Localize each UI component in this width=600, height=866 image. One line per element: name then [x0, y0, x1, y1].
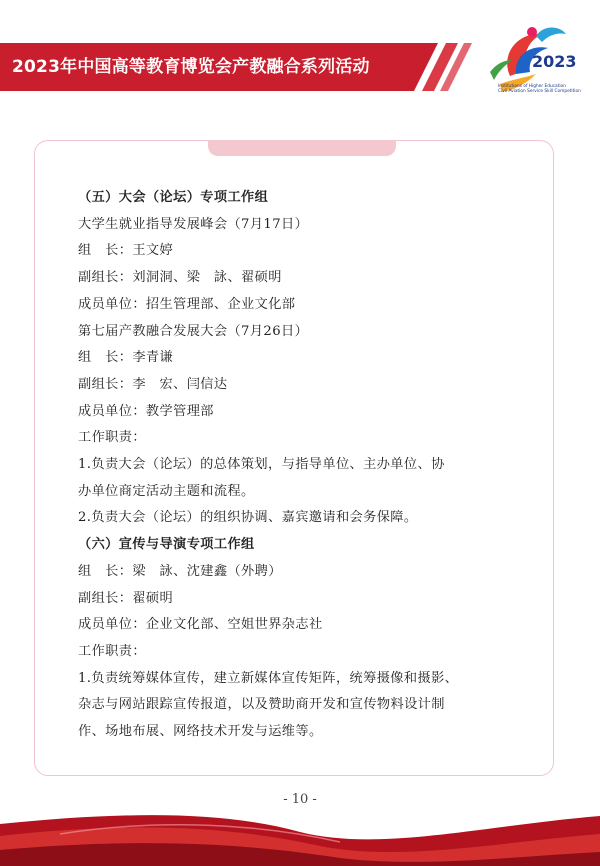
body-line: 组 长：李青谦	[78, 350, 174, 366]
logo-year: 2023	[532, 52, 577, 71]
body-line: 组 长：梁 詠、沈建鑫（外聘）	[78, 563, 282, 579]
document-body	[78, 185, 518, 746]
body-line: 1.负责统筹媒体宣传，建立新媒体宣传矩阵，统筹摄像和摄影、	[78, 670, 459, 686]
body-line: 副组长：翟硕明	[78, 590, 174, 606]
logo-subtitle	[498, 84, 598, 94]
body-line: 2.负责大会（论坛）的组织协调、嘉宾邀请和会务保障。	[78, 510, 418, 526]
body-line: 组 长：王文婷	[78, 243, 174, 259]
body-line: 成员单位：企业文化部、空姐世界杂志社	[78, 617, 323, 633]
body-line: 作、场地布展、网络技术开发与运维等。	[78, 724, 323, 740]
body-line: 副组长：刘洞洞、梁 詠、翟硕明	[78, 270, 282, 286]
section-heading: （五）大会（论坛）专项工作组	[78, 190, 269, 205]
page-title: 2023年中国高等教育博览会产教融合系列活动	[12, 57, 370, 77]
body-line: 成员单位：招生管理部、企业文化部	[78, 296, 296, 312]
body-line: 成员单位：教学管理部	[78, 403, 214, 419]
logo-subtitle-line: Institutions of Higher Education	[498, 84, 566, 89]
body-line: 工作职责：	[78, 643, 146, 659]
page-number: - 10 -	[283, 792, 317, 807]
body-line: 大学生就业指导发展峰会（7月17日）	[78, 216, 309, 232]
footer-wave-decoration	[0, 806, 600, 866]
body-line: 工作职责：	[78, 430, 146, 446]
body-line: 副组长：李 宏、闫信达	[78, 376, 228, 392]
section-heading: （六）宣传与导演专项工作组	[78, 537, 255, 553]
body-line: 办单位商定活动主题和流程。	[78, 483, 255, 499]
card-tab-decoration	[208, 140, 396, 156]
body-line: 1.负责大会（论坛）的总体策划，与指导单位、主办单位、协	[78, 457, 445, 473]
body-line: 杂志与网站跟踪宣传报道，以及赞助商开发和宣传物料设计制	[78, 697, 445, 713]
logo-subtitle-line: Civil Aviation Service Skill Competition	[498, 89, 581, 94]
body-line: 第七届产教融合发展大会（7月26日）	[78, 323, 309, 339]
